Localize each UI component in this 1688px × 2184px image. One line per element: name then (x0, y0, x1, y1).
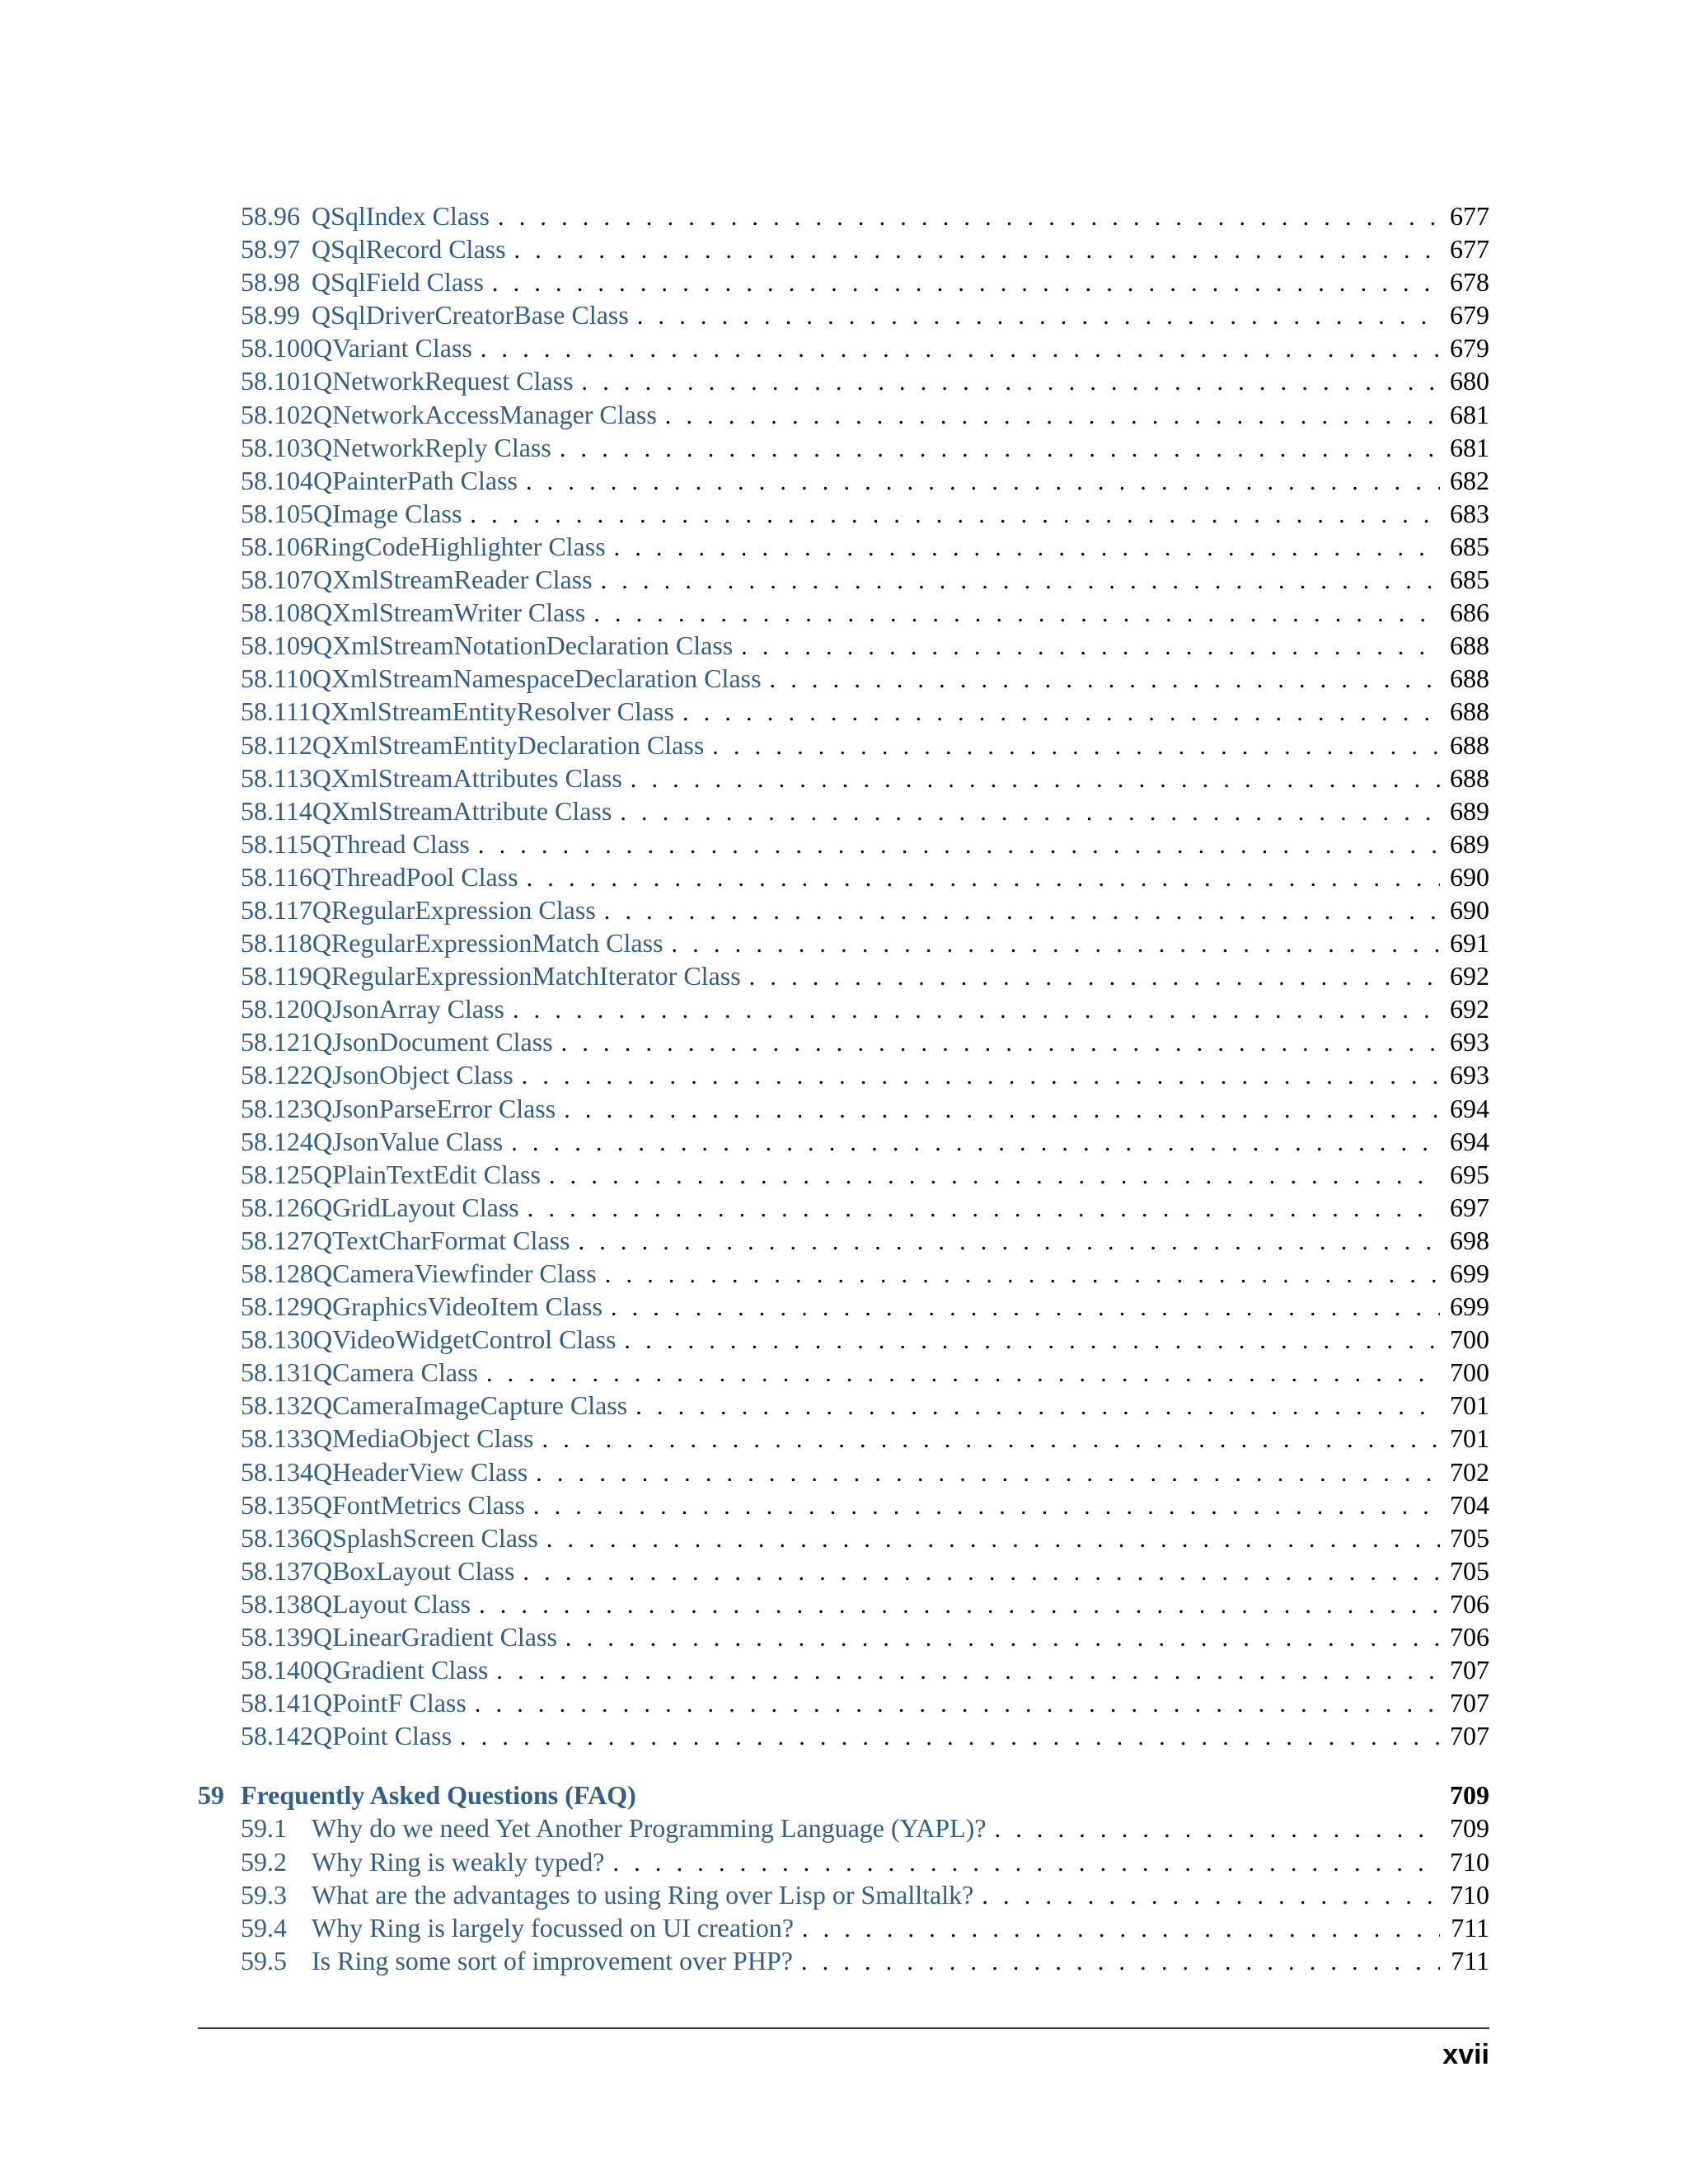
toc-entry[interactable] (241, 1125, 1489, 1158)
section-title-link[interactable]: QSqlDriverCreatorBase Class (312, 300, 629, 330)
section-title-link[interactable]: QXmlStreamWriter Class (313, 598, 586, 628)
section-title-link[interactable]: QCameraViewfinder Class (313, 1258, 597, 1288)
section-number: 58.109 (241, 630, 313, 661)
section-number: 58.107 (241, 565, 313, 595)
section-number: 58.125 (241, 1159, 313, 1189)
dot-leader (565, 1622, 1440, 1655)
section-title-link[interactable]: QXmlStreamNotationDeclaration Class (313, 630, 734, 661)
section-number: 58.112 (241, 729, 312, 760)
section-number: 58.129 (241, 1291, 313, 1322)
section-page-number: 707 (1450, 1721, 1489, 1751)
toc-entry[interactable] (241, 464, 1489, 497)
section-title-link[interactable]: Why Ring is weakly typed? (312, 1846, 605, 1877)
dot-leader (522, 1060, 1440, 1093)
toc-entry[interactable] (241, 1521, 1489, 1554)
section-title-link[interactable]: QPlainTextEdit Class (313, 1159, 541, 1189)
toc-entry[interactable] (241, 331, 1489, 364)
section-number: 58.102 (241, 399, 313, 429)
section-title-link[interactable]: Why do we need Yet Another Programming Language (YAPL)? (312, 1813, 987, 1844)
toc-entry[interactable] (241, 926, 1489, 959)
page-folio: xvii (1442, 2039, 1489, 2070)
section-title-link[interactable]: QXmlStreamNamespaceDeclaration Class (312, 663, 762, 694)
dot-leader (492, 267, 1440, 300)
section-number: 58.123 (241, 1093, 313, 1123)
toc-entry[interactable] (241, 1224, 1489, 1257)
section-page-number: 709 (1450, 1813, 1489, 1844)
dot-leader (478, 829, 1440, 862)
dot-leader (741, 630, 1440, 663)
toc-entry[interactable] (241, 563, 1489, 596)
section-page-number: 682 (1450, 465, 1489, 495)
section-title-link[interactable]: QPoint Class (313, 1721, 452, 1751)
toc-entry[interactable] (241, 1587, 1489, 1620)
section-number: 58.140 (241, 1655, 313, 1685)
toc-entry[interactable] (241, 959, 1489, 992)
section-title-link[interactable]: QLayout Class (313, 1588, 471, 1619)
section-page-number: 710 (1450, 1879, 1489, 1910)
section-number: 58.131 (241, 1357, 313, 1388)
dot-leader (802, 1913, 1440, 1946)
toc-entry[interactable] (241, 1290, 1489, 1323)
section-number: 58.121 (241, 1027, 313, 1057)
dot-leader (564, 1094, 1440, 1127)
section-page-number: 690 (1450, 894, 1489, 925)
section-title-link[interactable]: QJsonValue Class (313, 1126, 504, 1156)
toc-entry[interactable] (241, 431, 1489, 464)
section-page-number: 681 (1450, 399, 1489, 429)
toc-entry[interactable] (241, 1422, 1489, 1455)
section-number: 58.98 (241, 267, 300, 298)
section-title-link[interactable]: QSqlIndex Class (312, 201, 490, 231)
toc-entry[interactable] (241, 1488, 1489, 1521)
section-page-number: 692 (1450, 994, 1489, 1024)
section-page-number: 688 (1450, 630, 1489, 661)
toc-entry[interactable] (241, 497, 1489, 530)
section-page-number: 711 (1451, 1912, 1489, 1943)
dot-leader (513, 994, 1440, 1027)
section-page-number: 706 (1450, 1588, 1489, 1619)
section-title-link[interactable]: QNetworkReply Class (313, 432, 551, 462)
dot-leader (612, 1847, 1440, 1880)
toc-entry[interactable] (241, 1845, 1489, 1878)
chapter-title-link[interactable]: Frequently Asked Questions (FAQ) (241, 1780, 636, 1811)
section-number: 58.97 (241, 234, 300, 265)
dot-leader (536, 1457, 1440, 1490)
section-number: 58.108 (241, 598, 313, 628)
section-title-link[interactable]: QVariant Class (313, 333, 472, 363)
footer-rule (198, 2027, 1489, 2029)
section-page-number: 710 (1450, 1846, 1489, 1877)
dot-leader (460, 1721, 1440, 1754)
section-title-link[interactable]: QJsonArray Class (313, 994, 504, 1024)
toc-entry[interactable] (241, 827, 1489, 860)
section-title-link[interactable]: QJsonParseError Class (313, 1093, 556, 1123)
dot-leader (511, 1127, 1440, 1160)
dot-leader (528, 1193, 1440, 1226)
section-title-link[interactable]: QThread Class (312, 828, 470, 859)
dot-leader (582, 366, 1440, 399)
section-page-number: 678 (1450, 267, 1489, 298)
section-title-link[interactable]: QSqlField Class (312, 267, 484, 298)
dot-leader (475, 1688, 1440, 1721)
section-title-link[interactable]: QXmlStreamEntityResolver Class (312, 696, 674, 727)
toc-entry[interactable] (241, 695, 1489, 728)
dot-leader (498, 201, 1440, 234)
dot-leader (635, 1390, 1440, 1423)
section-title-link[interactable]: QXmlStreamAttribute Class (312, 795, 612, 826)
dot-leader (637, 300, 1440, 333)
toc-entry[interactable] (241, 893, 1489, 926)
toc-entry[interactable] (241, 199, 1489, 232)
section-number: 58.127 (241, 1225, 313, 1255)
dot-leader (614, 532, 1440, 565)
section-title-link[interactable]: Is Ring some sort of improvement over PHP? (312, 1945, 793, 1975)
section-page-number: 711 (1451, 1945, 1489, 1975)
section-number: 58.130 (241, 1324, 313, 1355)
dot-leader (486, 1357, 1440, 1390)
dot-leader (604, 895, 1440, 928)
section-title-link[interactable]: What are the advantages to using Ring over Lisp or Smalltalk? (312, 1879, 974, 1910)
section-page-number: 699 (1450, 1291, 1489, 1322)
section-number: 58.139 (241, 1622, 313, 1652)
dot-leader (770, 663, 1440, 696)
toc-entry[interactable] (241, 1389, 1489, 1422)
section-page-number: 701 (1450, 1423, 1489, 1454)
section-number: 58.113 (241, 762, 312, 793)
section-title-link[interactable]: QThreadPool Class (312, 861, 518, 892)
dot-leader (470, 499, 1440, 532)
section-page-number: 707 (1450, 1655, 1489, 1685)
toc-entry[interactable] (241, 364, 1489, 397)
section-number: 58.100 (241, 333, 313, 363)
dot-leader (561, 1027, 1440, 1060)
section-title-link[interactable]: QHeaderView Class (313, 1456, 528, 1487)
dot-leader (560, 433, 1440, 466)
section-title-link[interactable]: QCamera Class (313, 1357, 478, 1388)
section-title-link[interactable]: QRegularExpression Class (312, 894, 596, 925)
toc-entry[interactable] (241, 860, 1489, 893)
section-page-number: 694 (1450, 1093, 1489, 1123)
section-page-number: 679 (1450, 300, 1489, 330)
toc-entry[interactable] (241, 265, 1489, 298)
section-page-number: 700 (1450, 1357, 1489, 1388)
toc-entry[interactable] (241, 1653, 1489, 1686)
section-number: 58.128 (241, 1258, 313, 1288)
dot-leader (605, 1258, 1440, 1291)
section-page-number: 704 (1450, 1489, 1489, 1520)
dot-leader (496, 1655, 1440, 1688)
section-page-number: 685 (1450, 531, 1489, 561)
dot-leader (601, 565, 1440, 598)
section-title-link[interactable]: QBoxLayout Class (313, 1555, 515, 1586)
dot-leader (479, 1589, 1440, 1622)
section-page-number: 679 (1450, 333, 1489, 363)
section-page-number: 688 (1450, 762, 1489, 793)
section-page-number: 689 (1450, 828, 1489, 859)
section-number: 58.101 (241, 366, 313, 396)
section-title-link[interactable]: QGridLayout Class (313, 1192, 519, 1222)
toc-entry[interactable] (241, 232, 1489, 265)
section-number: 59.2 (241, 1846, 287, 1877)
dot-leader (526, 466, 1440, 499)
section-page-number: 694 (1450, 1126, 1489, 1156)
section-number: 58.105 (241, 498, 313, 528)
section-title-link[interactable]: RingCodeHighlighter Class (313, 531, 606, 561)
toc-entry[interactable] (241, 1356, 1489, 1389)
section-number: 58.124 (241, 1126, 313, 1156)
section-title-link[interactable]: QRegularExpressionMatch Class (312, 928, 663, 958)
section-number: 58.142 (241, 1721, 313, 1751)
dot-leader (527, 862, 1440, 895)
section-title-link[interactable]: QSplashScreen Class (313, 1522, 538, 1553)
section-title-link[interactable]: QVideoWidgetControl Class (313, 1324, 617, 1355)
toc-entry[interactable] (241, 1911, 1489, 1944)
toc-entry[interactable] (241, 1878, 1489, 1911)
section-page-number: 686 (1450, 598, 1489, 628)
toc-entry[interactable] (241, 1719, 1489, 1752)
dot-leader (523, 1556, 1440, 1589)
toc-entry[interactable] (241, 1092, 1489, 1125)
section-number: 58.115 (241, 828, 312, 859)
toc-entry[interactable] (241, 662, 1489, 695)
dot-leader (579, 1226, 1441, 1258)
section-page-number: 695 (1450, 1159, 1489, 1189)
section-page-number: 697 (1450, 1192, 1489, 1222)
section-title-link[interactable]: QPointF Class (313, 1688, 467, 1718)
toc-entry[interactable] (241, 1686, 1489, 1719)
dot-leader (620, 796, 1440, 829)
toc-entry[interactable] (241, 762, 1489, 794)
section-page-number: 705 (1450, 1555, 1489, 1586)
section-page-number: 693 (1450, 1027, 1489, 1057)
toc-entry[interactable] (241, 1058, 1489, 1091)
toc-entry[interactable] (241, 729, 1489, 762)
section-number: 58.141 (241, 1688, 313, 1718)
section-page-number: 685 (1450, 565, 1489, 595)
dot-leader (549, 1160, 1440, 1193)
section-title-link[interactable]: QGraphicsVideoItem Class (313, 1291, 603, 1322)
toc-entry[interactable] (241, 1025, 1489, 1058)
section-title-link[interactable]: QXmlStreamAttributes Class (312, 762, 622, 793)
dot-leader (749, 961, 1440, 994)
section-page-number: 692 (1450, 961, 1489, 991)
section-page-number: 705 (1450, 1522, 1489, 1553)
section-page-number: 688 (1450, 729, 1489, 760)
toc-entry[interactable] (241, 596, 1489, 629)
section-page-number: 701 (1450, 1390, 1489, 1421)
dot-leader (624, 1324, 1440, 1357)
section-page-number: 681 (1450, 432, 1489, 462)
dot-leader (982, 1880, 1440, 1913)
dot-leader (546, 1523, 1440, 1556)
section-number: 58.134 (241, 1456, 313, 1487)
section-page-number: 700 (1450, 1324, 1489, 1355)
section-number: 59.1 (241, 1813, 287, 1844)
toc-entry[interactable] (241, 1944, 1489, 1977)
dot-leader (665, 400, 1440, 433)
dot-leader (672, 928, 1440, 961)
section-page-number: 707 (1450, 1688, 1489, 1718)
section-number: 58.110 (241, 663, 312, 694)
dot-leader (682, 696, 1440, 729)
section-list-chapter-59 (198, 1811, 1489, 1976)
section-number: 58.104 (241, 465, 313, 495)
section-title-link[interactable]: QGradient Class (313, 1655, 489, 1685)
toc-entry[interactable] (241, 1158, 1489, 1191)
section-list-chapter-58 (198, 199, 1489, 1752)
section-title-link[interactable]: QSqlRecord Class (312, 234, 506, 265)
toc-entry[interactable] (241, 1323, 1489, 1356)
dot-leader (995, 1813, 1441, 1846)
toc-entry[interactable] (241, 992, 1489, 1025)
section-title-link[interactable]: QNetworkRequest Class (313, 366, 574, 396)
section-page-number: 706 (1450, 1622, 1489, 1652)
section-number: 58.135 (241, 1489, 313, 1520)
section-number: 58.111 (241, 696, 312, 727)
dot-leader (542, 1423, 1441, 1456)
toc-entry[interactable] (241, 1554, 1489, 1587)
section-page-number: 702 (1450, 1456, 1489, 1487)
section-title-link[interactable]: Why Ring is largely focussed on UI creation? (312, 1912, 795, 1943)
section-number: 58.138 (241, 1588, 313, 1619)
section-title-link[interactable]: QLinearGradient Class (313, 1622, 557, 1652)
section-title-link[interactable]: QJsonObject Class (313, 1060, 513, 1090)
dot-leader (801, 1946, 1440, 1979)
section-number: 58.96 (241, 201, 300, 231)
section-number: 58.126 (241, 1192, 313, 1222)
toc-entry[interactable] (241, 794, 1489, 827)
section-number: 58.132 (241, 1390, 313, 1421)
toc-entry[interactable] (241, 298, 1489, 331)
section-page-number: 699 (1450, 1258, 1489, 1288)
chapter-page-number: 709 (1450, 1780, 1489, 1811)
section-page-number: 689 (1450, 795, 1489, 826)
section-number: 59.4 (241, 1912, 287, 1943)
dot-leader (514, 234, 1440, 267)
section-number: 58.133 (241, 1423, 313, 1454)
section-title-link[interactable]: QXmlStreamReader Class (313, 565, 593, 595)
section-number: 58.137 (241, 1555, 313, 1586)
dot-leader (611, 1291, 1440, 1324)
section-title-link[interactable]: QCameraImageCapture Class (313, 1390, 628, 1421)
section-title-link[interactable]: QTextCharFormat Class (313, 1225, 570, 1255)
section-page-number: 680 (1450, 366, 1489, 396)
toc-entry[interactable] (241, 629, 1489, 662)
dot-leader (481, 333, 1440, 366)
dot-leader (533, 1490, 1440, 1523)
section-page-number: 688 (1450, 696, 1489, 727)
dot-leader (712, 730, 1440, 763)
section-number: 58.103 (241, 432, 313, 462)
section-title-link[interactable]: QXmlStreamEntityDeclaration Class (312, 729, 705, 760)
section-page-number: 690 (1450, 861, 1489, 892)
section-number: 58.117 (241, 894, 312, 925)
section-page-number: 677 (1450, 234, 1489, 265)
chapter-number: 59 (198, 1780, 224, 1811)
toc-entry[interactable] (241, 1811, 1489, 1844)
section-number: 58.99 (241, 300, 300, 330)
section-page-number: 688 (1450, 663, 1489, 694)
section-number: 59.5 (241, 1945, 287, 1975)
section-page-number: 698 (1450, 1225, 1489, 1255)
toc-chapter-entry[interactable] (198, 1779, 1489, 1811)
section-page-number: 693 (1450, 1060, 1489, 1090)
table-of-contents (198, 199, 1489, 1977)
toc-entry[interactable] (241, 1455, 1489, 1488)
section-number: 58.119 (241, 961, 312, 991)
section-page-number: 691 (1450, 928, 1489, 958)
section-page-number: 683 (1450, 498, 1489, 528)
section-title-link[interactable]: QNetworkAccessManager Class (313, 399, 657, 429)
section-title-link[interactable]: QPainterPath Class (313, 465, 518, 495)
section-title-link[interactable]: QJsonDocument Class (313, 1027, 553, 1057)
section-number: 58.136 (241, 1522, 313, 1553)
section-number: 58.120 (241, 994, 313, 1024)
section-number: 59.3 (241, 1879, 287, 1910)
toc-entry[interactable] (241, 398, 1489, 431)
section-number: 58.116 (241, 861, 312, 892)
toc-entry[interactable] (241, 1257, 1489, 1290)
section-title-link[interactable]: QRegularExpressionMatchIterator Class (312, 961, 741, 991)
section-title-link[interactable]: QMediaObject Class (313, 1423, 534, 1454)
section-number: 58.114 (241, 795, 312, 826)
dot-leader (631, 763, 1440, 796)
section-number: 58.122 (241, 1060, 313, 1090)
toc-entry[interactable] (241, 1620, 1489, 1653)
section-number: 58.118 (241, 928, 312, 958)
section-number: 58.106 (241, 531, 313, 561)
section-page-number: 677 (1450, 201, 1489, 231)
section-title-link[interactable]: QFontMetrics Class (313, 1489, 525, 1520)
toc-entry[interactable] (241, 1191, 1489, 1224)
toc-entry[interactable] (241, 530, 1489, 563)
section-title-link[interactable]: QImage Class (313, 498, 462, 528)
dot-leader (593, 598, 1440, 630)
